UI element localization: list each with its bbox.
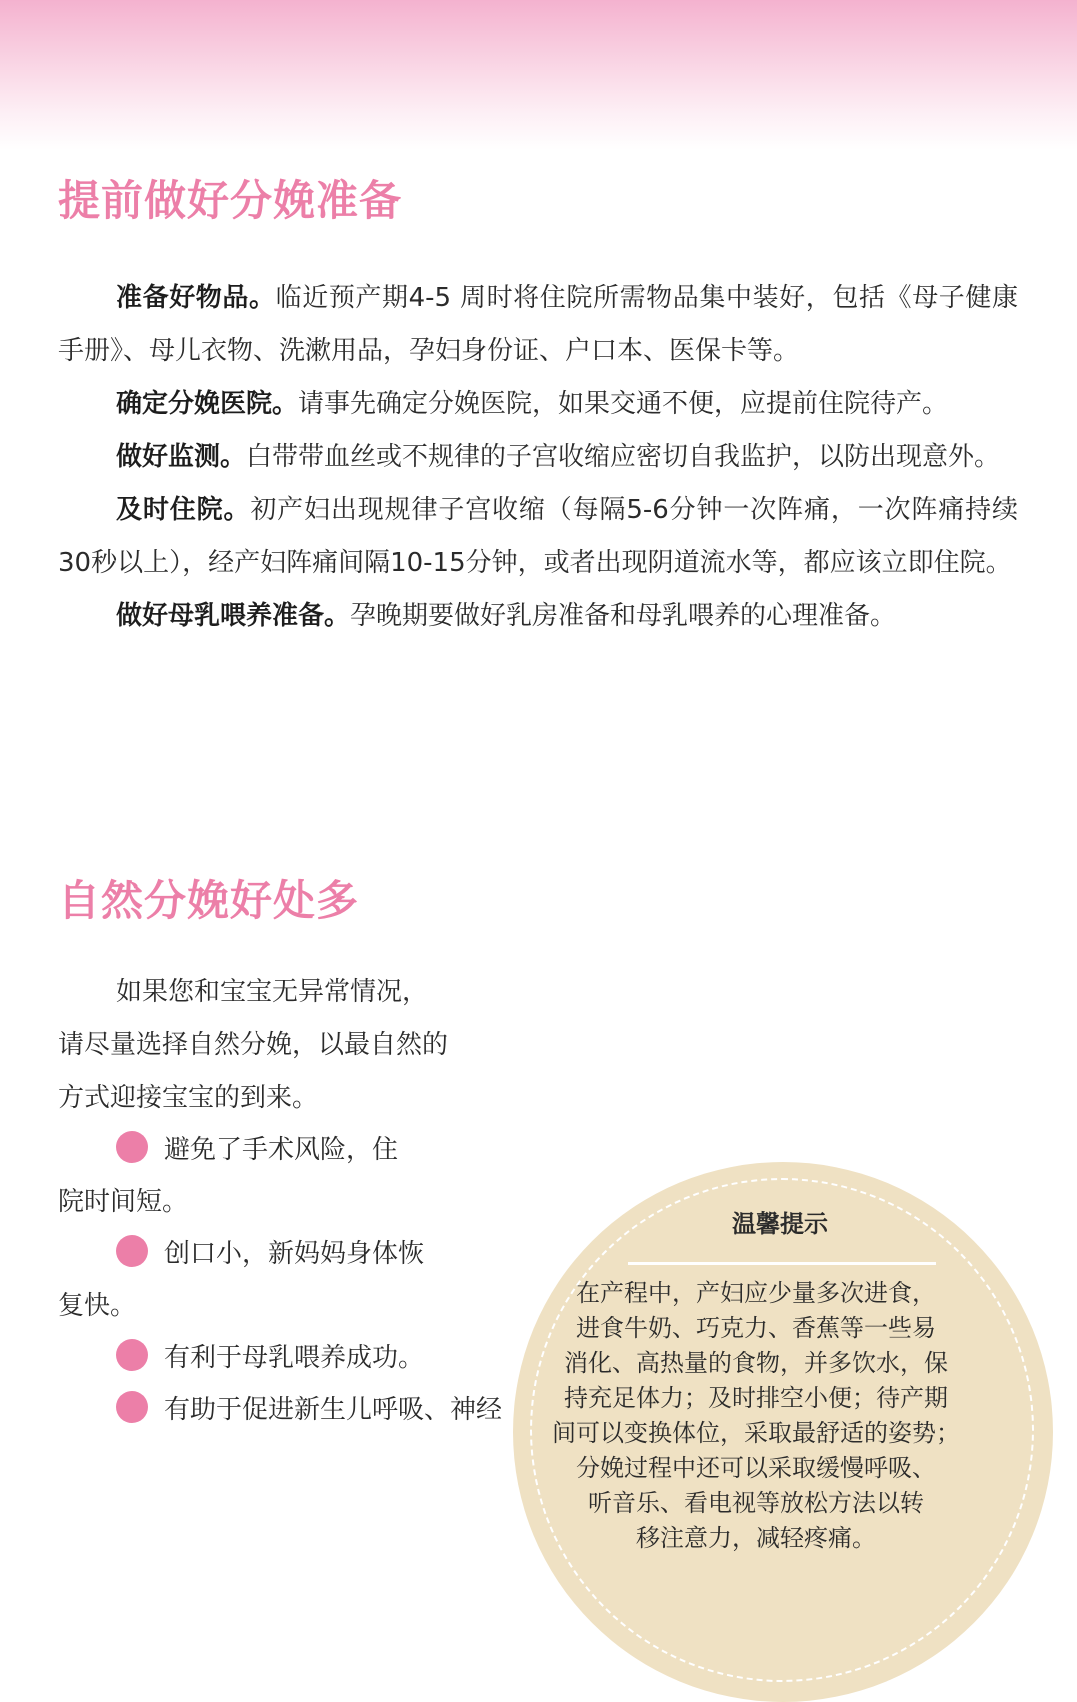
prep-item-text: 临近预产期4-5 周时将住院所需物品集中装好，包括《母子健康手册》、母儿衣物、洗漱用品，孕妇身份证、户口本、医保卡等。 xyxy=(58,283,1018,366)
prep-item xyxy=(58,378,1018,431)
section-heading-natural-birth: 自然分娩好处多 xyxy=(58,876,360,925)
prep-item xyxy=(58,484,1018,590)
prep-item-text: 请事先确定分娩医院，如果交通不便，应提前住院待产。 xyxy=(298,389,949,419)
bullet-dot-icon xyxy=(116,1131,148,1163)
natural-birth-intro xyxy=(58,966,448,1125)
benefit-text: 避免了手术风险，住院时间短。 xyxy=(58,1135,399,1217)
tip-line: 在产程中，产妇应少量多次进食， xyxy=(576,1279,936,1307)
tip-text xyxy=(546,1276,966,1556)
benefit-item xyxy=(58,1384,538,1436)
bullet-dot-icon xyxy=(116,1235,148,1267)
tip-line: 间可以变换体位，采取最舒适的姿势； xyxy=(552,1419,960,1447)
prep-item xyxy=(58,272,1018,378)
tip-line: 持充足体力；及时排空小便；待产期 xyxy=(564,1384,948,1412)
tip-line: 分娩过程中还可以采取缓慢呼吸、 xyxy=(576,1454,936,1482)
prep-item-lead: 做好母乳喂养准备。 xyxy=(116,601,351,631)
prep-item-lead: 确定分娩医院。 xyxy=(116,389,299,419)
benefit-text: 有利于母乳喂养成功。 xyxy=(164,1343,425,1373)
prep-item-lead: 做好监测。 xyxy=(116,442,247,472)
tip-title: 温馨提示 xyxy=(732,1210,828,1238)
tip-line: 进食牛奶、巧克力、香蕉等一些易 xyxy=(576,1314,936,1342)
benefit-text: 创口小，新妈妈身体恢复快。 xyxy=(58,1239,425,1321)
prep-item-text: 白带带血丝或不规律的子宫收缩应密切自我监护，以防出现意外。 xyxy=(246,442,1001,472)
prep-item xyxy=(58,431,1018,484)
prep-item-lead: 准备好物品。 xyxy=(116,283,276,313)
benefit-text: 有助于促进新生儿呼吸、神经 xyxy=(164,1395,503,1425)
benefit-item xyxy=(58,1124,418,1228)
bullet-dot-icon xyxy=(116,1339,148,1371)
tip-divider xyxy=(628,1262,936,1265)
prep-item xyxy=(58,590,1018,643)
prep-item-text: 孕晚期要做好乳房准备和母乳喂养的心理准备。 xyxy=(350,601,897,631)
preparation-paragraphs xyxy=(58,272,1018,643)
section-heading-preparation: 提前做好分娩准备 xyxy=(58,176,403,225)
benefit-item xyxy=(58,1228,448,1332)
tip-line: 听音乐、看电视等放松方法以转 xyxy=(588,1489,924,1517)
benefits-list xyxy=(58,1124,548,1436)
top-decorative-band xyxy=(0,0,1077,150)
tip-line: 移注意力，减轻疼痛。 xyxy=(636,1524,876,1552)
intro-text: 如果您和宝宝无异常情况，请尽量选择自然分娩，以最自然的方式迎接宝宝的到来。 xyxy=(58,977,449,1113)
bullet-dot-icon xyxy=(116,1391,148,1423)
tip-line: 消化、高热量的食物，并多饮水，保 xyxy=(564,1349,948,1377)
benefit-item xyxy=(58,1332,548,1384)
prep-item-lead: 及时住院。 xyxy=(116,495,251,525)
prep-item-text: 初产妇出现规律子宫收缩（每隔5-6分钟一次阵痛，一次阵痛持续30秒以上），经产妇阵痛间隔10-15分钟，或者出现阴道流水等，都应该立即住院。 xyxy=(58,495,1018,578)
